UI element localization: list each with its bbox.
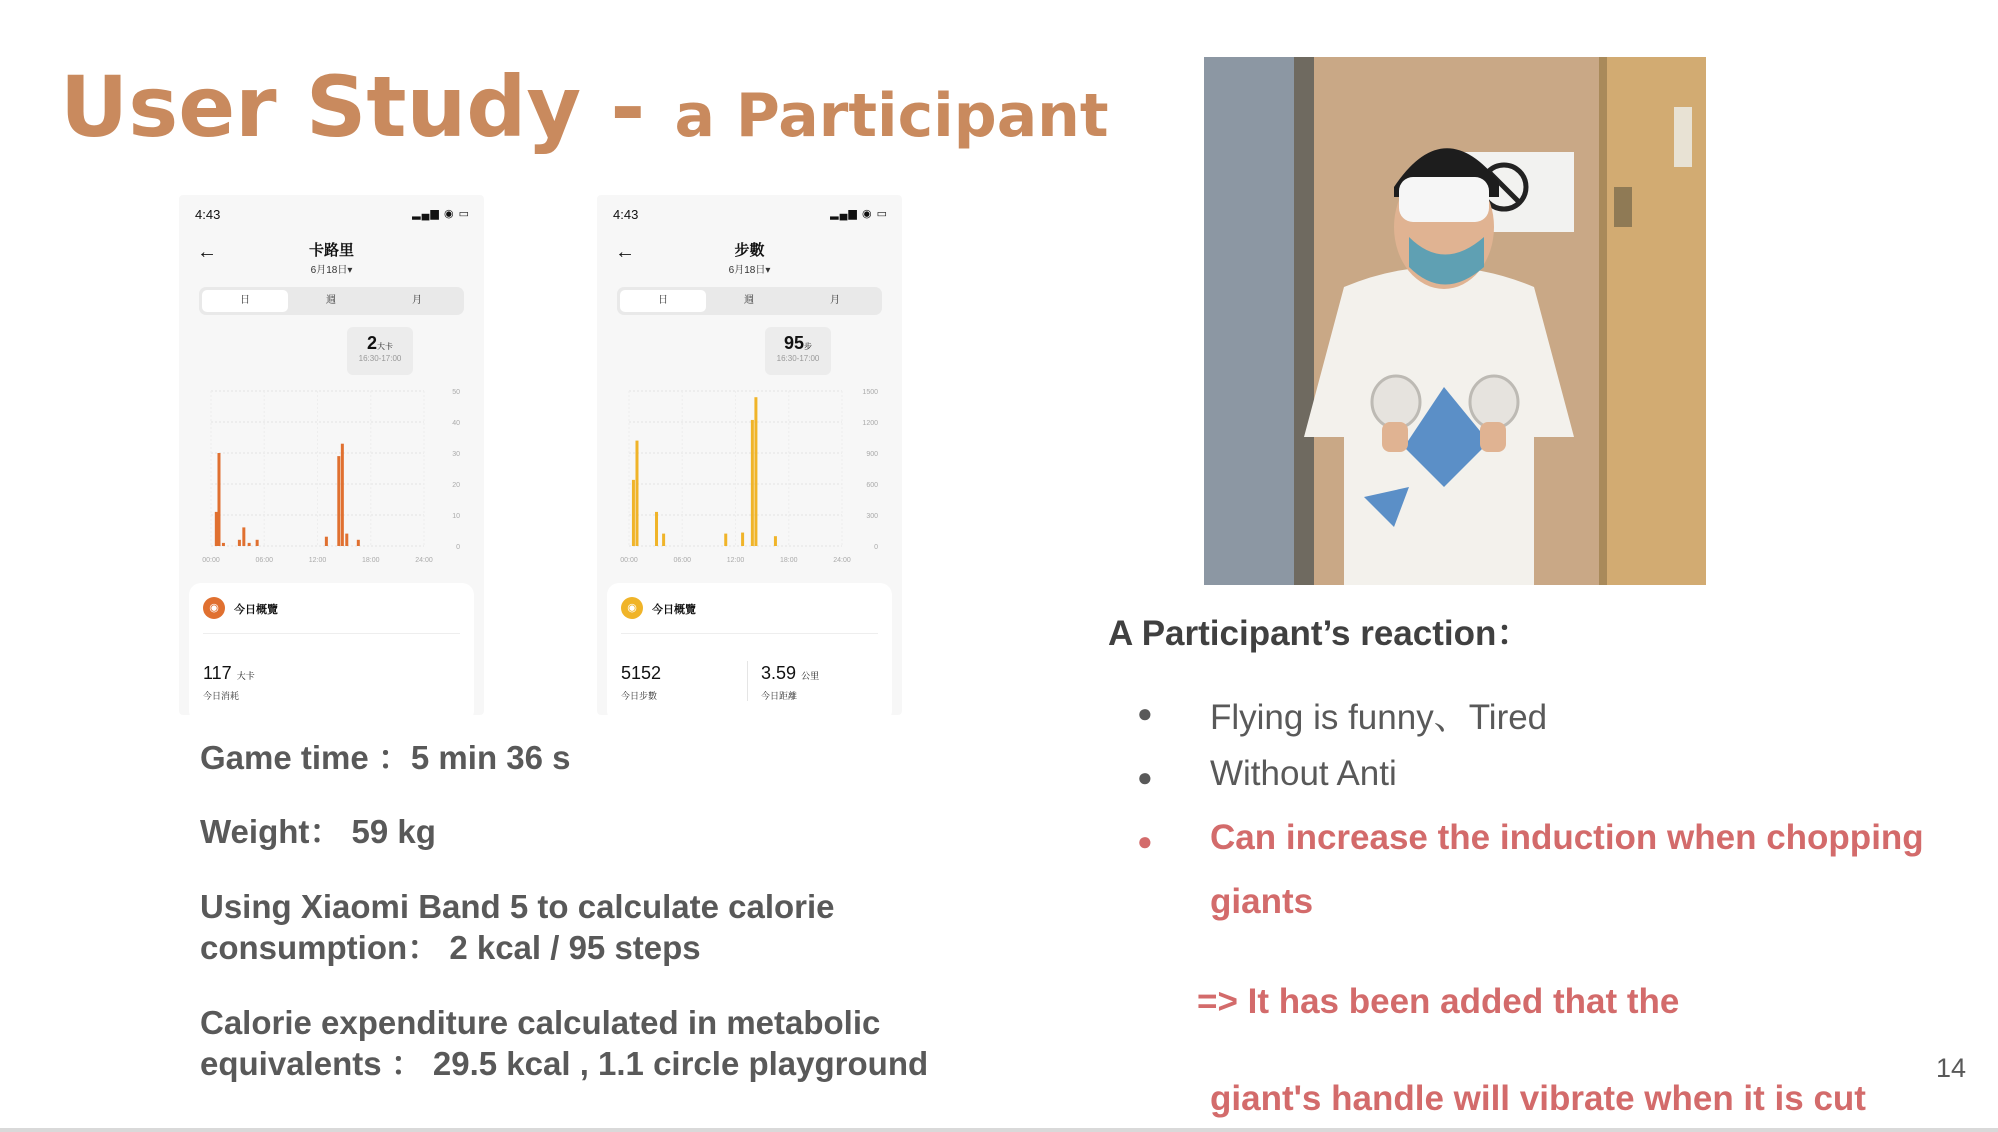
x-tick-label: 24:00 <box>415 557 433 564</box>
y-tick-label: 0 <box>874 544 878 551</box>
eye-icon: ◉ <box>203 597 225 619</box>
x-tick-label: 00:00 <box>620 557 638 564</box>
met-calorie-text-line2: equivalents ： 29.5 kcal , 1.1 circle playground <box>200 1045 929 1082</box>
slide-title <box>60 58 1109 156</box>
chart-bar <box>662 534 665 546</box>
y-tick-label: 300 <box>866 513 878 520</box>
card-title: 今日概覽 <box>652 604 696 616</box>
screen-title: 卡路里 <box>308 242 354 259</box>
reaction-item-3-continued: giants <box>1210 882 1314 921</box>
bullet-marker: ● <box>1137 762 1153 792</box>
page-number: 14 <box>1936 1053 1967 1083</box>
today-distance-value: 3.59 <box>761 663 797 683</box>
chart-bar <box>345 534 348 546</box>
chart-bar <box>256 540 259 546</box>
bullet-marker: ● <box>1137 698 1153 728</box>
today-distance-unit: 公里 <box>801 671 820 681</box>
tooltip-range: 16:30-17:00 <box>776 354 820 363</box>
y-tick-label: 40 <box>452 420 460 427</box>
steps-app-screenshot <box>597 195 902 715</box>
chart-bar <box>655 512 658 546</box>
chart-bar <box>751 420 754 546</box>
today-overview-card <box>607 583 892 715</box>
y-tick-label: 30 <box>452 451 460 458</box>
response-note-line2: giant's handle will vibrate when it is cut <box>1210 1079 1866 1118</box>
y-tick-label: 50 <box>452 389 460 396</box>
calorie-bar-chart <box>199 381 464 571</box>
y-tick-label: 10 <box>452 513 460 520</box>
tab-week[interactable]: 週 <box>326 295 336 306</box>
y-tick-label: 900 <box>866 451 878 458</box>
today-overview-card <box>189 583 474 715</box>
tab-week[interactable]: 週 <box>744 295 754 306</box>
chart-bar <box>248 543 251 546</box>
slide-title-separator: - <box>581 58 675 156</box>
participant-photo <box>1204 57 1706 585</box>
status-time: 4:43 <box>613 207 639 222</box>
today-steps-value: 5152 <box>621 663 662 683</box>
calorie-app-screenshot <box>179 195 484 715</box>
eye-icon: ◉ <box>621 597 643 619</box>
x-tick-label: 12:00 <box>308 557 327 564</box>
chart-bar <box>325 537 328 546</box>
tooltip-value: 95 <box>783 333 805 353</box>
chart-bar <box>357 540 360 546</box>
chart-bar <box>242 527 245 546</box>
band-calorie-text-line1: Using Xiaomi Band 5 to calculate calorie <box>200 888 835 925</box>
tooltip-value: 2 <box>366 333 377 353</box>
chart-bar <box>337 456 340 546</box>
tab-day[interactable]: 日 <box>620 290 706 312</box>
band-calorie-text-line2: consumption： 2 kcal / 95 steps <box>200 929 701 966</box>
chart-bar <box>217 453 220 546</box>
x-tick-label: 06:00 <box>255 557 274 564</box>
status-icons: ▂▄▆ ◉ ▭ <box>830 208 888 220</box>
screen-title: 步數 <box>734 242 765 259</box>
met-calorie-text-line1: Calorie expenditure calculated in metabolic <box>200 1004 881 1041</box>
bottom-divider <box>0 1128 1998 1132</box>
date-selector[interactable]: 6月18日▾ <box>728 265 771 276</box>
reaction-item-2: Without Anti <box>1210 754 1397 793</box>
tab-month[interactable]: 月 <box>830 295 840 306</box>
x-tick-label: 00:00 <box>202 557 220 564</box>
date-selector[interactable]: 6月18日▾ <box>310 265 353 276</box>
weight-text: Weight： 59 kg <box>200 813 436 850</box>
slide-title-main: User Study <box>60 58 582 156</box>
x-tick-label: 18:00 <box>779 557 798 564</box>
status-icons: ▂▄▆ ◉ ▭ <box>412 208 470 220</box>
today-calories-label: 今日消耗 <box>203 691 240 701</box>
chart-bar <box>215 512 218 546</box>
game-time-text: Game time ：5 min 36 s <box>200 739 571 776</box>
chart-bar <box>632 480 635 546</box>
tooltip-range: 16:30-17:00 <box>358 354 402 363</box>
x-tick-label: 24:00 <box>833 557 851 564</box>
chart-bar <box>635 441 638 546</box>
back-arrow-icon[interactable]: ← <box>197 241 217 263</box>
period-tabs <box>617 287 882 315</box>
tab-month[interactable]: 月 <box>412 295 422 306</box>
steps-bar-chart <box>617 381 882 571</box>
tab-day[interactable]: 日 <box>202 290 288 312</box>
reaction-item-1: Flying is funny、Tired <box>1210 698 1548 737</box>
chart-bar <box>238 540 241 546</box>
y-tick-label: 600 <box>866 482 878 489</box>
reaction-heading: A Participant’s reaction： <box>1108 614 1532 653</box>
period-tabs <box>199 287 464 315</box>
today-steps-label: 今日步數 <box>621 691 658 701</box>
y-tick-label: 20 <box>452 482 460 489</box>
card-title: 今日概覽 <box>234 604 278 616</box>
back-arrow-icon[interactable]: ← <box>615 241 635 263</box>
y-tick-label: 0 <box>456 544 460 551</box>
status-time: 4:43 <box>195 207 221 222</box>
reaction-item-3: Can increase the induction when chopping <box>1210 818 1924 857</box>
chart-bar <box>222 543 225 546</box>
chart-bar <box>341 444 344 546</box>
chart-bar <box>741 533 744 546</box>
tooltip-unit: 大卡 <box>377 342 393 351</box>
x-tick-label: 18:00 <box>361 557 380 564</box>
chart-bar <box>774 536 777 546</box>
y-tick-label: 1500 <box>862 389 878 396</box>
response-note-line1: => It has been added that the <box>1197 982 1680 1021</box>
chart-bar <box>724 534 727 546</box>
slide-title-sub: a Participant <box>674 81 1109 151</box>
today-calories-value: 117 <box>203 663 232 683</box>
chart-bar <box>754 397 757 546</box>
bullet-marker: ● <box>1137 826 1153 856</box>
today-distance-label: 今日距離 <box>761 691 798 701</box>
y-tick-label: 1200 <box>862 420 878 427</box>
chart-tooltip <box>347 327 413 375</box>
x-tick-label: 06:00 <box>673 557 692 564</box>
chart-tooltip <box>765 327 831 375</box>
tooltip-unit: 步 <box>804 342 813 351</box>
x-tick-label: 12:00 <box>726 557 745 564</box>
today-calories-unit: 大卡 <box>236 671 255 681</box>
